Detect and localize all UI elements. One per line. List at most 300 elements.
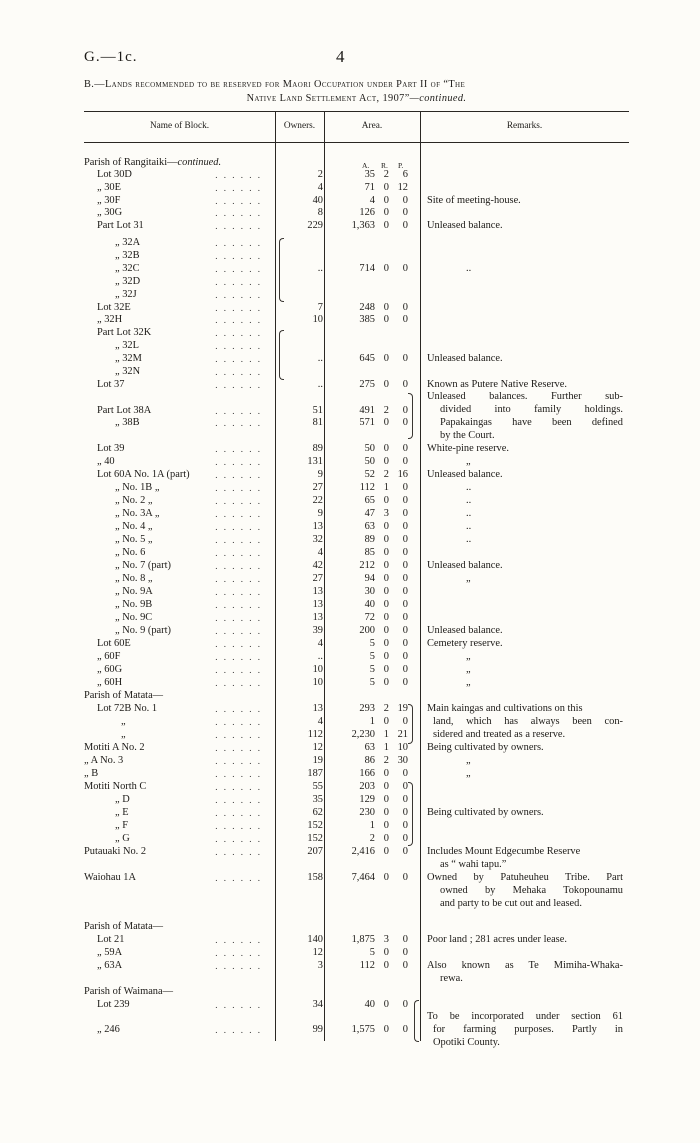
owners-count: 39 (312, 625, 323, 636)
owners-count: 27 (312, 573, 323, 584)
leader-dots: . . . . . . (215, 522, 262, 532)
block-name (115, 820, 128, 832)
block-name (115, 534, 153, 546)
remark-38-line-4: by the Court. (440, 430, 495, 441)
area-acres: 1,575 (351, 1024, 375, 1035)
area-perches: 0 (402, 456, 408, 467)
leader-dots: . . . . . . (215, 238, 262, 248)
table-row (0, 560, 700, 572)
leader-dots: . . . . . . (215, 418, 262, 428)
area-acres: 491 (359, 405, 375, 416)
block-name-text: Part Lot 32K (97, 327, 152, 338)
area-perches: 0 (402, 947, 408, 958)
block-name-text: „ D (115, 794, 130, 805)
area-roods: 0 (383, 781, 389, 792)
owners-count: .. (317, 353, 323, 364)
remark-text: .. (466, 508, 472, 519)
block-name (97, 677, 122, 689)
leader-dots: . . . . . . (215, 587, 262, 597)
leader-dots: . . . . . . (215, 380, 262, 390)
area-perches: 0 (402, 599, 408, 610)
col-header-name: Name of Block. (149, 121, 210, 131)
block-name-text: „ 32D (115, 276, 141, 287)
block-name-text: Lot 239 (97, 999, 130, 1010)
table-row (0, 237, 700, 249)
area-roods: 0 (383, 586, 389, 597)
group-brace-246 (414, 1000, 419, 1042)
owners-count: 187 (307, 768, 323, 779)
area-roods: 0 (383, 612, 389, 623)
owners-count: 27 (312, 482, 323, 493)
area-roods: 0 (383, 302, 389, 313)
area-roods: 0 (383, 833, 389, 844)
area-perches: 0 (402, 405, 408, 416)
remark-text: .. (466, 534, 472, 545)
block-name (97, 947, 122, 959)
area-acres: 7,464 (351, 872, 375, 883)
remark-text: Unleased balance. (427, 220, 503, 231)
area-roods: 0 (383, 417, 389, 428)
block-name (97, 703, 157, 715)
area-roods: 0 (383, 263, 389, 274)
area-acres: 71 (364, 182, 375, 193)
block-name (97, 664, 122, 676)
table-row (0, 833, 700, 845)
block-name-text: Parish of Matata— (84, 921, 164, 932)
block-name-text: „ E (115, 807, 129, 818)
leader-dots: . . . . . . (215, 444, 262, 454)
owners-count: 140 (307, 934, 323, 945)
block-name (84, 781, 146, 793)
owners-count: 35 (312, 794, 323, 805)
owners-count: 13 (312, 521, 323, 532)
owners-count: 131 (307, 456, 323, 467)
block-name (97, 182, 121, 194)
leader-dots: . . . . . . (215, 328, 262, 338)
block-name (97, 456, 115, 468)
leader-dots: . . . . . . (215, 290, 262, 300)
remark-text: Being cultivated by owners. (427, 742, 544, 753)
block-name (115, 289, 137, 301)
table-row (0, 768, 700, 780)
block-name (115, 573, 153, 585)
remark-text: for farming purposes. Partly in (433, 1024, 623, 1035)
block-name-text: „ 38B (115, 417, 140, 428)
table-row (0, 755, 700, 767)
owners-count: 34 (312, 999, 323, 1010)
area-roods: 3 (383, 934, 389, 945)
block-name (121, 716, 126, 728)
area-acres: 385 (359, 314, 375, 325)
remark-text: .. (466, 482, 472, 493)
leader-dots: . . . . . . (215, 782, 262, 792)
block-name-text: „ No. 9C (115, 612, 153, 623)
table-row (0, 250, 700, 262)
unit-acres: A. (362, 161, 370, 170)
owners-count: 207 (307, 846, 323, 857)
table-top-rule (84, 111, 629, 112)
col-header-remarks: Remarks. (506, 121, 543, 131)
area-acres: 65 (364, 495, 375, 506)
remark-text: and party to be cut out and leased. (440, 898, 582, 909)
table-row (0, 794, 700, 806)
owners-count: 51 (312, 405, 323, 416)
document-reference: G.—1c. (84, 49, 138, 65)
area-perches: 0 (402, 651, 408, 662)
block-name-text: „ 32L (115, 340, 139, 351)
table-row (0, 921, 700, 933)
area-roods: 0 (383, 768, 389, 779)
area-roods: 0 (383, 960, 389, 971)
remark-text: Site of meeting-house. (427, 195, 521, 206)
table-row (0, 664, 700, 676)
area-perches: 0 (402, 794, 408, 805)
area-roods: 0 (383, 716, 389, 727)
area-perches: 0 (402, 820, 408, 831)
area-acres: 5 (369, 664, 375, 675)
remark-text: Unleased balance. (427, 625, 503, 636)
block-name-text: „ 60F (97, 651, 121, 662)
block-name-italic: continued. (177, 157, 222, 168)
table-row (0, 612, 700, 624)
area-perches: 0 (402, 677, 408, 688)
area-perches: 0 (402, 573, 408, 584)
table-row (0, 195, 700, 207)
leader-dots: . . . . . . (215, 574, 262, 584)
leader-dots: . . . . . . (215, 1025, 262, 1035)
table-row (0, 638, 700, 650)
remark-38-line-2: divided into family holdings. (440, 404, 623, 415)
block-name (84, 768, 98, 780)
area-acres: 47 (364, 508, 375, 519)
block-name-text: „ No. 9 (part) (115, 625, 171, 636)
area-acres: 63 (364, 742, 375, 753)
owners-count: 99 (312, 1024, 323, 1035)
table-row (0, 289, 700, 301)
block-name-text: Lot 60E (97, 638, 131, 649)
table-row (0, 859, 700, 871)
area-perches: 0 (402, 716, 408, 727)
owners-count: .. (317, 651, 323, 662)
leader-dots: . . . . . . (215, 847, 262, 857)
block-name-text: „ F (115, 820, 128, 831)
block-name (97, 195, 120, 207)
block-name-text: „ 40 (97, 456, 115, 467)
area-acres: 112 (359, 482, 375, 493)
remark-text: To be incorporated under section 61 (427, 1011, 623, 1022)
area-acres: 293 (359, 703, 375, 714)
area-acres: 85 (364, 547, 375, 558)
area-acres: 212 (359, 560, 375, 571)
area-acres: 2 (369, 833, 375, 844)
remark-text: Unleased balance. (427, 560, 503, 571)
leader-dots: . . . . . . (215, 678, 262, 688)
leader-dots: . . . . . . (215, 251, 262, 261)
table-row (0, 443, 700, 455)
area-acres: 40 (364, 599, 375, 610)
area-roods: 1 (383, 742, 389, 753)
owners-count: 10 (312, 314, 323, 325)
area-perches: 0 (402, 560, 408, 571)
remark-text: „ (466, 651, 471, 662)
owners-count: 62 (312, 807, 323, 818)
area-perches: 0 (402, 999, 408, 1010)
group-brace-38 (408, 393, 413, 439)
block-name (115, 340, 139, 352)
block-name-text: „ (121, 729, 126, 740)
area-roods: 0 (383, 999, 389, 1010)
remark-text: Unleased balance. (427, 353, 503, 364)
table-row (0, 508, 700, 520)
owners-count: 229 (307, 220, 323, 231)
area-acres: 89 (364, 534, 375, 545)
block-name (97, 1024, 120, 1036)
unit-perches: P. (398, 161, 404, 170)
block-name-text: „ 32J (115, 289, 137, 300)
area-acres: 230 (359, 807, 375, 818)
area-roods: 0 (383, 872, 389, 883)
area-perches: 0 (402, 960, 408, 971)
remark-text: land, which has always been con- (433, 716, 623, 727)
table-row (0, 469, 700, 481)
owners-count: 13 (312, 599, 323, 610)
area-acres: 275 (359, 379, 375, 390)
area-acres: 5 (369, 677, 375, 688)
area-roods: 0 (383, 379, 389, 390)
area-roods: 0 (383, 638, 389, 649)
block-name (97, 934, 124, 946)
owners-count: 152 (307, 833, 323, 844)
area-acres: 72 (364, 612, 375, 623)
col-header-owners: Owners. (283, 121, 316, 131)
area-perches: 0 (402, 612, 408, 623)
block-name (115, 237, 140, 249)
block-name-text: „ 32A (115, 237, 141, 248)
block-name (97, 638, 131, 650)
area-acres: 30 (364, 586, 375, 597)
area-acres: 5 (369, 638, 375, 649)
leader-dots: . . . . . . (215, 509, 262, 519)
area-roods: 2 (383, 169, 389, 180)
block-name-text: „ 60G (97, 664, 123, 675)
block-name-text: Parish of Rangitaiki— (84, 157, 178, 168)
remark-text: .. (466, 263, 472, 274)
area-acres: 571 (359, 417, 375, 428)
area-roods: 0 (383, 314, 389, 325)
table-row (0, 820, 700, 832)
area-roods: 2 (383, 703, 389, 714)
block-name-text: „ 30G (97, 207, 123, 218)
leader-dots: . . . . . . (215, 561, 262, 571)
owners-count: 9 (317, 469, 323, 480)
leader-dots: . . . . . . (215, 535, 262, 545)
block-name-text: „ 32B (115, 250, 140, 261)
table-title-line-1: B.—Lands recommended to be reserved for Maori Occupation under Part II of “The (84, 79, 466, 90)
remark-text: „ (466, 755, 471, 766)
owners-count: 40 (312, 195, 323, 206)
table-row (0, 157, 700, 169)
owners-count: 4 (317, 182, 323, 193)
owners-count: 12 (312, 947, 323, 958)
area-acres: 50 (364, 456, 375, 467)
table-row (0, 169, 700, 181)
table-row (0, 999, 700, 1011)
area-acres: 63 (364, 521, 375, 532)
remark-text: Also known as Te Mimiha-Whaka- (427, 960, 623, 971)
table-row (0, 807, 700, 819)
block-name-text: „ No. 9A (115, 586, 153, 597)
table-row (0, 729, 700, 741)
area-roods: 2 (383, 405, 389, 416)
leader-dots: . . . . . . (215, 183, 262, 193)
remark-text: owned by Mehaka Tokopounamu (440, 885, 623, 896)
area-perches: 0 (402, 833, 408, 844)
block-name (97, 651, 120, 663)
block-name-text: „ No. 2 „ (115, 495, 153, 506)
area-roods: 0 (383, 599, 389, 610)
area-roods: 0 (383, 807, 389, 818)
block-name-text: „ B (84, 768, 99, 779)
area-perches: 0 (402, 353, 408, 364)
owners-count: 3 (317, 960, 323, 971)
block-name (115, 495, 153, 507)
remark-text: „ (466, 664, 471, 675)
block-name (97, 169, 132, 181)
area-acres: 714 (359, 263, 375, 274)
leader-dots: . . . . . . (215, 470, 262, 480)
area-perches: 0 (402, 547, 408, 558)
table-row (0, 182, 700, 194)
block-name-text: „ No. 4 „ (115, 521, 153, 532)
block-name (97, 314, 122, 326)
area-acres: 166 (359, 768, 375, 779)
owners-count: 4 (317, 716, 323, 727)
area-roods: 0 (383, 534, 389, 545)
block-name-text: Lot 21 (97, 934, 125, 945)
area-perches: 0 (402, 263, 408, 274)
block-name-text: „ No. 5 „ (115, 534, 153, 545)
block-name-text: „ No. 6 (115, 547, 146, 558)
remark-text: „ (466, 677, 471, 688)
block-name (115, 612, 152, 624)
block-name (115, 599, 152, 611)
area-roods: 0 (383, 560, 389, 571)
remark-text: .. (466, 521, 472, 532)
area-perches: 0 (402, 314, 408, 325)
remark-38-line-1: Unleased balances. Further sub- (427, 391, 623, 402)
area-roods: 1 (383, 729, 389, 740)
block-name (84, 157, 221, 169)
block-name (115, 417, 140, 429)
block-name-text: „ (121, 716, 126, 727)
block-name (115, 794, 130, 806)
area-acres: 645 (359, 353, 375, 364)
area-roods: 0 (383, 353, 389, 364)
table-row (0, 340, 700, 352)
leader-dots: . . . . . . (215, 665, 262, 675)
block-name-text: „ 32N (115, 366, 141, 377)
block-name (97, 302, 131, 314)
block-name-text: „ A No. 3 (84, 755, 124, 766)
block-name (115, 521, 153, 533)
area-acres: 129 (359, 794, 375, 805)
area-roods: 0 (383, 521, 389, 532)
header-bottom-rule (84, 142, 629, 143)
area-roods: 0 (383, 182, 389, 193)
block-name-text: „ 32M (115, 353, 142, 364)
area-perches: 12 (397, 182, 408, 193)
owners-count: 22 (312, 495, 323, 506)
block-name-text: Waiohau 1A (84, 872, 136, 883)
leader-dots: . . . . . . (215, 548, 262, 558)
table-row (0, 677, 700, 689)
area-perches: 0 (402, 508, 408, 519)
owners-count: 4 (317, 638, 323, 649)
area-roods: 0 (383, 846, 389, 857)
area-perches: 0 (402, 638, 408, 649)
leader-dots: . . . . . . (215, 277, 262, 287)
area-acres: 4 (369, 195, 375, 206)
remark-text: .. (466, 495, 472, 506)
area-roods: 2 (383, 755, 389, 766)
block-name-text: Parish of Waimana— (84, 986, 174, 997)
remark-text: as “ wahi tapu.” (440, 859, 507, 870)
block-name-text: „ 246 (97, 1024, 120, 1035)
remark-text: White-pine reserve. (427, 443, 509, 454)
area-roods: 0 (383, 573, 389, 584)
block-name (115, 547, 145, 559)
leader-dots: . . . . . . (215, 264, 262, 274)
block-name-text: Lot 39 (97, 443, 125, 454)
table-row (0, 302, 700, 314)
block-name-text: Part Lot 38A (97, 405, 152, 416)
owners-count: 8 (317, 207, 323, 218)
table-row (0, 898, 700, 910)
remark-text: „ (466, 768, 471, 779)
block-name (97, 960, 122, 972)
area-roods: 0 (383, 443, 389, 454)
table-row (0, 1011, 700, 1023)
area-perches: 0 (402, 482, 408, 493)
block-name (97, 999, 130, 1011)
remark-text: „ (466, 573, 471, 584)
owners-count: 2 (317, 169, 323, 180)
block-name-text: „ 32C (115, 263, 140, 274)
owners-count: 112 (307, 729, 323, 740)
leader-dots: . . . . . . (215, 795, 262, 805)
area-perches: 0 (402, 781, 408, 792)
area-perches: 30 (397, 755, 408, 766)
group-brace-72b (408, 704, 413, 744)
area-acres: 40 (364, 999, 375, 1010)
table-row (0, 986, 700, 998)
leader-dots: . . . . . . (215, 600, 262, 610)
leader-dots: . . . . . . (215, 756, 262, 766)
area-acres: 35 (364, 169, 375, 180)
table-row (0, 207, 700, 219)
block-name (84, 846, 146, 858)
leader-dots: . . . . . . (215, 808, 262, 818)
table-row (0, 1024, 700, 1036)
table-row (0, 934, 700, 946)
area-perches: 0 (402, 302, 408, 313)
leader-dots: . . . . . . (215, 406, 262, 416)
table-row (0, 263, 700, 275)
remark-text: Opotiki County. (433, 1037, 500, 1048)
leader-dots: . . . . . . (215, 354, 262, 364)
block-name-text: Motiti A No. 2 (84, 742, 145, 753)
remark-38-line-3: Papakaingas have been defined (440, 417, 623, 428)
